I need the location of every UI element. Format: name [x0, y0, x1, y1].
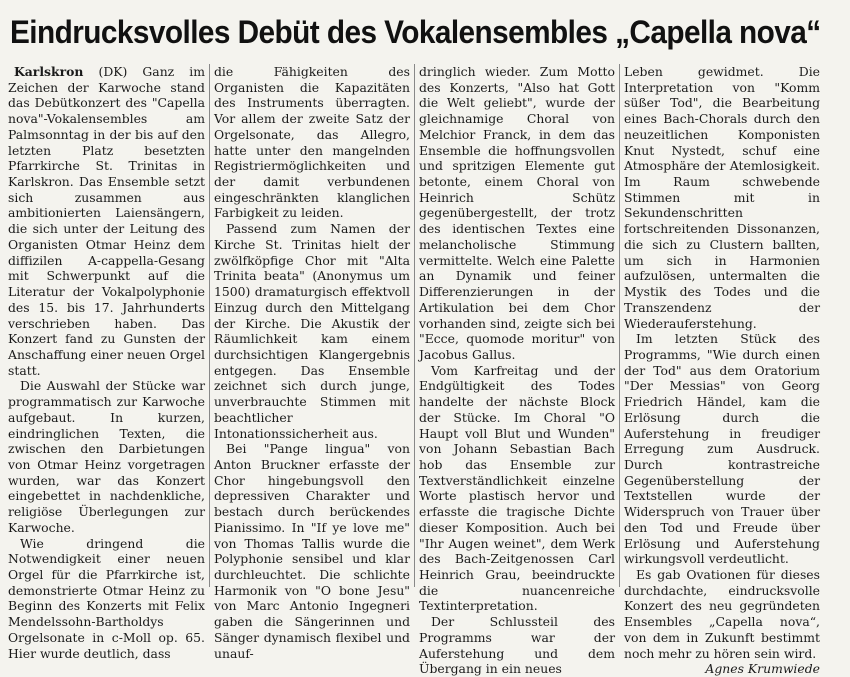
paragraph: dringlich wieder. Zum Motto des Konzerts, "Also hat Gott die Welt geliebt", wurde der gleichnamige Choral von Melchior Franck, in dem das Ensemble die hoffnungsvollen und spritzigen Elemente gut betonte, einem Choral von Heinrich Schütz gegenübergestellt, der trotz des identischen Textes eine melancholische Stimmung vermittelte. Welch eine Palette an Dynamik und feiner Differenzierungen in der Artikulation bei dem Chor vorhanden sind, zeigte sich bei "Ecce, quomode moritur" von Jacobus Gallus. — [419, 64, 615, 362]
paragraph: Die Auswahl der Stücke war programmatisch zur Karwoche aufgebaut. In kurzen, eindringlichen Texten, die zwischen den Darbietungen von Otmar Heinz vorgetragen wurden, war das Konzert eingebettet in nachdenkliche, religiöse Überlegungen zur Karwoche. — [8, 378, 205, 535]
paragraph: Im letzten Stück des Programms, "Wie durch einen der Tod" aus dem Oratorium "Der Messias" von Georg Friedrich Händel, kam die Erlösung durch die Auferstehung in freudiger Erregung zum Ausdruck. Durch kontrastreiche Gegenüberstellung der Textstellen wurde der Widerspruch von Trauer über den Tod und Freude über Erlösung und Auferstehung wirkungsvoll verdeutlicht. — [624, 331, 820, 567]
headline: Eindrucksvolles Debüt des Vokalensembles „Capella nova“ — [10, 14, 821, 50]
column-1 — [4, 64, 209, 661]
paragraph: Der Schlussteil des Programms war der Auferstehung und dem Übergang in ein neues — [419, 614, 615, 677]
paragraph — [8, 64, 205, 378]
paragraph: Leben gewidmet. Die Interpretation von "Komm süßer Tod", die Bearbeitung eines Bach-Chorals durch den neuzeitlichen Komponisten Knut Nystedt, schuf eine Atmosphäre der Atemlosigkeit. Im Raum schwebende Stimmen mit in Sekundenschritten fortschreitenden Dissonanzen, die sich zu Clustern ballten, um sich in Harmonien aufzulösen, untermalten die Mystik des Todes und die Transzendenz der Wiederauferstehung. — [624, 64, 820, 331]
column-3 — [414, 64, 619, 677]
column-4 — [619, 64, 824, 677]
paragraph: Passend zum Namen der Kirche St. Trinitas hielt der zwölfköpfige Chor mit "Alta Trinita beata" (Anonymus um 1500) dramaturgisch effektvoll Einzug durch den Mittelgang der Kirche. Die Akustik der Räumlichkeit kam einem durchsichtigen Klangergebnis entgegen. Das Ensemble zeichnet sich durch junge, unverbrauchte Stimmen mit beachtlicher Intonationssicherheit aus. — [214, 221, 410, 441]
paragraph: Es gab Ovationen für dieses durchdachte, eindrucksvolle Konzert des neu gegründeten Ensembles „Capella nova“, von dem in Zukunft bestimmt noch mehr zu hören sein wird. — [624, 567, 820, 661]
article-body — [4, 64, 846, 677]
paragraph-text: (DK) Ganz im Zeichen der Karwoche stand das Debütkonzert des "Capella nova"-Vokalensembles am Palmsonntag in der bis auf den letzten Platz besetzten Pfarrkirche St. Trinitas in Karlskron. Das Ensemble setzt sich zusammen aus ambitionierten Laiensängern, die sich unter der Leitung des Organisten Otmar Heinz dem diffizilen A-cappella-Gesang mit Schwerpunkt auf die Literatur der Vokalpolyphonie des 15. bis 17. Jahrhunderts verschrieben haben. Das Konzert fand zu Gunsten der Anschaffung einer neuen Orgel statt. — [8, 64, 205, 378]
dateline: Karlskron — [14, 64, 84, 79]
author-byline: Agnes Krumwiede — [705, 661, 820, 677]
paragraph: Bei "Pange lingua" von Anton Bruckner erfasste der Chor hingebungsvoll den depressiven Charakter und bestach durch berückendes Pianissimo. In "If ye love me" von Thomas Tallis wurde die Polyphonie sensibel und klar durchleuchtet. Die schlichte Harmonik von "O bone Jesu" von Marc Antonio Ingegneri gaben die Sängerinnen und Sänger dynamisch flexibel und unauf- — [214, 441, 410, 661]
column-2 — [209, 64, 414, 661]
paragraph: Vom Karfreitag und der Endgültigkeit des Todes handelte der nächste Block der Stücke. Im Choral "O Haupt voll Blut und Wunden" von Johann Sebastian Bach hob das Ensemble zur Textverständlichkeit einzelne Worte plastisch hervor und erfasste die tragische Dichte dieser Komposition. Auch bei "Ihr Augen weinet", dem Werk des Bach-Zeitgenossen Carl Heinrich Grau, beeindruckte die nuancenreiche Textinterpretation. — [419, 362, 615, 614]
paragraph: die Fähigkeiten des Organisten die Kapazitäten des Instruments überragten. Vor allem der zweite Satz der Orgelsonate, das Allegro, hatte unter den mangelnden Registriermöglichkeiten und der damit verbundenen eingeschränkten klanglichen Farbigkeit zu leiden. — [214, 64, 410, 221]
paragraph: Wie dringend die Notwendigkeit einer neuen Orgel für die Pfarrkirche ist, demonstrierte Otmar Heinz zu Beginn des Konzerts mit Felix Mendelssohn-Bartholdys Orgelsonate in c-Moll op. 65. Hier wurde deutlich, dass — [8, 535, 205, 661]
